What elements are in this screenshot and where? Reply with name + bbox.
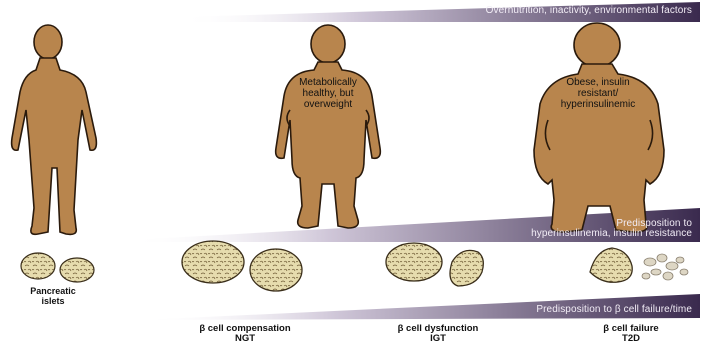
stage-dysfunction-title: β cell dysfunction — [397, 323, 479, 334]
islet — [21, 253, 55, 279]
bottom-banner-label: Predisposition to β cell failure/time — [536, 304, 692, 315]
islet — [250, 249, 302, 291]
stage-failure-label — [586, 324, 676, 344]
stage-compensation-label — [180, 324, 310, 344]
obese-body-figure — [534, 23, 664, 232]
lean-body-figure — [12, 25, 97, 234]
islet — [182, 241, 244, 283]
stage-compensation-title: β cell compensation — [199, 323, 291, 334]
middle-banner-line-1: Predisposition to — [616, 218, 692, 229]
stage-failure-subtitle: T2D — [622, 333, 640, 344]
islet-fragments — [642, 254, 688, 280]
pancreatic-islets-label — [18, 286, 88, 306]
stage-dysfunction-label — [378, 324, 498, 344]
obese-label-line-1: Obese, insulin — [566, 77, 630, 88]
islets-label-line-2: islets — [41, 296, 65, 306]
obese-label-line-3: hyperinsulinemic — [560, 99, 636, 110]
middle-banner-label — [432, 219, 692, 239]
middle-banner-line-2: hyperinsulinemia, insulin resistance — [531, 228, 692, 239]
overweight-body-figure — [276, 25, 381, 228]
islets-label-line-1: Pancreatic — [30, 286, 76, 296]
overweight-label-line-3: overweight — [303, 99, 353, 110]
islet-group-compensation — [182, 241, 302, 291]
islet — [590, 248, 632, 282]
stage-compensation-subtitle: NGT — [234, 333, 256, 344]
islet-group-lean — [21, 253, 94, 282]
obese-label-line-2: resistant/ — [577, 88, 619, 99]
islet-group-failure — [590, 248, 688, 282]
islet-group-dysfunction — [386, 243, 483, 286]
top-banner-label: Overnutrition, inactivity, environmental factors — [485, 5, 692, 16]
obese-label — [552, 77, 644, 110]
islet — [450, 250, 483, 286]
islet — [60, 258, 94, 282]
stage-failure-title: β cell failure — [603, 323, 659, 334]
overweight-label-line-1: Metabolically — [299, 77, 357, 88]
islet — [386, 243, 442, 281]
stage-dysfunction-subtitle: IGT — [430, 333, 446, 344]
overweight-label-line-2: healthy, but — [302, 88, 354, 99]
overweight-label — [283, 77, 373, 110]
